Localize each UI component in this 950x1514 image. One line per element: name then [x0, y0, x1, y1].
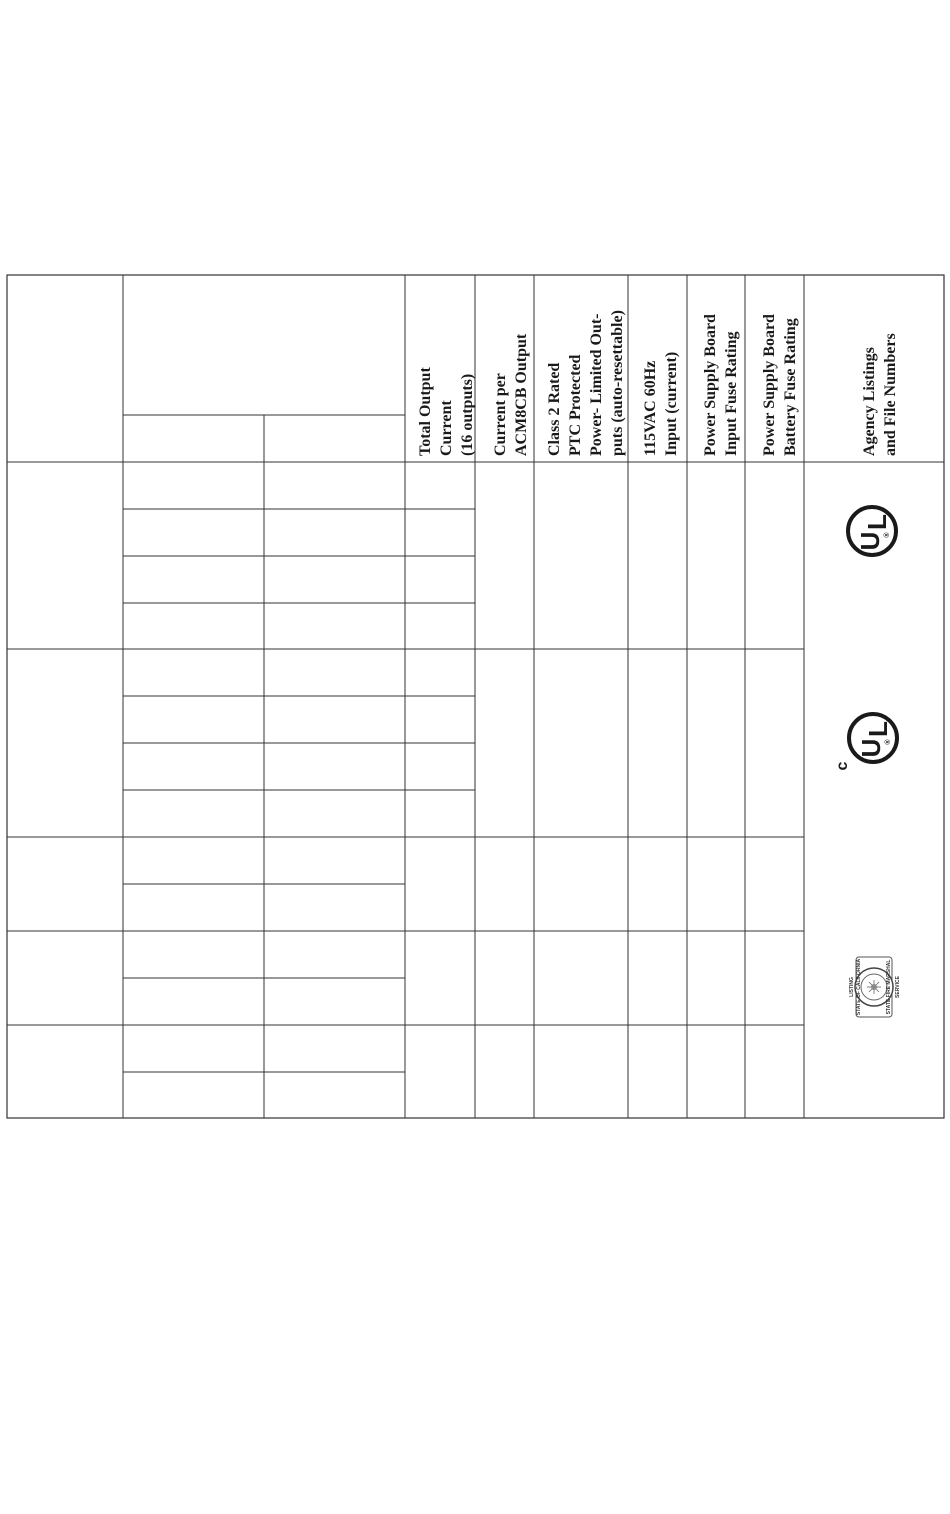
svg-text:®: ®	[885, 739, 892, 745]
ul-logo	[848, 507, 896, 555]
header-current-per-output: Current per ACM8CB Output	[492, 333, 530, 456]
svg-text:LISTING: LISTING	[849, 977, 855, 997]
svg-text:U: U	[855, 531, 885, 551]
header-115vac-input: 115VAC 60Hz Input (current)	[642, 351, 680, 456]
header-class2-rated: Class 2 Rated PTC Protected Power- Limited Out- puts (auto-resettable)	[546, 310, 626, 456]
header-input-fuse-rating: Power Supply Board Input Fuse Rating	[702, 314, 740, 456]
header-total-output: Total Output Current (16 outputs)	[417, 367, 476, 456]
svg-text:L: L	[863, 721, 893, 737]
header-battery-fuse-rating: Power Supply Board Battery Fuse Rating	[761, 314, 799, 456]
svg-text:STATE FIRE MARSHAL: STATE FIRE MARSHAL	[886, 959, 892, 1015]
svg-text:STATE OF CALIFORNIA: STATE OF CALIFORNIA	[856, 958, 862, 1016]
svg-text:SERVICE: SERVICE	[895, 976, 901, 998]
svg-text:®: ®	[884, 532, 891, 538]
svg-text:L: L	[862, 514, 892, 530]
header-agency-listings: Agency Listings and File Numbers	[861, 333, 899, 456]
svg-text:c: c	[834, 761, 851, 771]
csfm-seal	[849, 957, 901, 1017]
svg-text:U: U	[856, 738, 886, 758]
cul-logo	[834, 714, 897, 770]
